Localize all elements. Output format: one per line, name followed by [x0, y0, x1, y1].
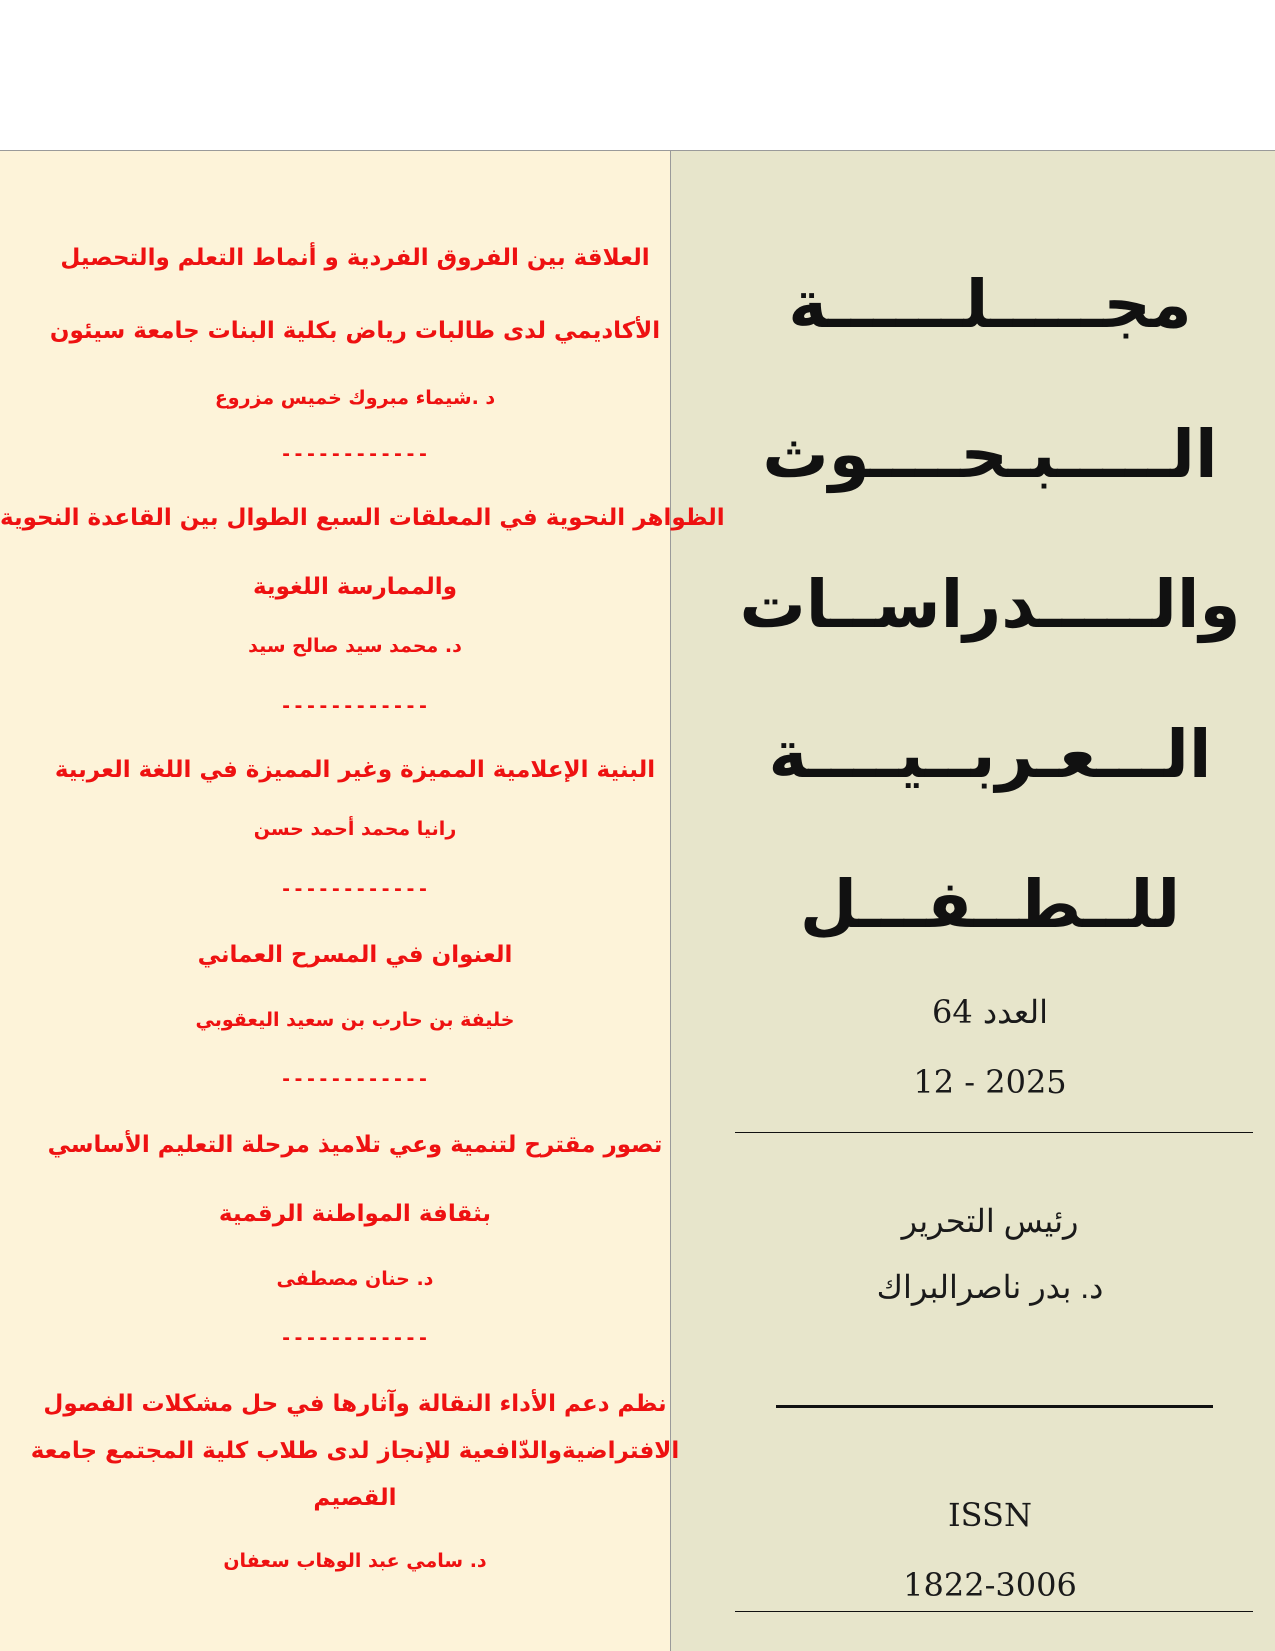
article-5-title-line-1: تصور مقترح لتنمية وعي تلاميذ مرحلة التعليم الأساسي [47, 1132, 663, 1158]
article-separator: ------------ [280, 1068, 430, 1090]
article-separator: ------------ [280, 443, 430, 465]
article-6-title-line-2: الافتراضيةوالدّافعية للإنجاز لدى طلاب كلية المجتمع جامعة [30, 1438, 680, 1464]
divider-rule [735, 1611, 1253, 1612]
journal-title-line-5: للــطــفـــل [799, 866, 1181, 943]
journal-title-line-2: الـــــبـحــــوث [762, 416, 1218, 493]
article-2-title-line-1: الظواهر النحوية في المعلقات السبع الطوال بين القاعدة النحوية [0, 505, 725, 531]
article-6-title-line-3: القصيم [313, 1485, 397, 1511]
issn-label: ISSN [948, 1496, 1032, 1534]
article-3-author: رانيا محمد أحمد حسن [253, 818, 457, 840]
article-1-author: د .شيماء مبروك خميس مزروع [214, 387, 496, 409]
article-2-author: د. محمد سيد صالح سيد [248, 635, 462, 657]
article-3-title-line-1: البنية الإعلامية المميزة وغير المميزة في اللغة العربية [54, 757, 656, 783]
article-5-author: د. حنان مصطفى [276, 1268, 434, 1290]
article-1-title-line-2: الأكاديمي لدى طالبات رياض بكلية البنات جامعة سيئون [49, 318, 661, 344]
journal-title-line-3: والـــــدراســات [739, 566, 1241, 643]
article-separator: ------------ [280, 1327, 430, 1349]
article-separator: ------------ [280, 695, 430, 717]
article-2-title-line-2: والممارسة اللغوية [252, 574, 457, 600]
journal-title-line-4: الـــعـربــيــــة [768, 716, 1212, 793]
divider-rule [776, 1405, 1213, 1408]
editor-in-chief-label: رئيس التحرير [901, 1203, 1079, 1239]
article-4-title-line-1: العنوان في المسرح العماني [197, 942, 513, 968]
issue-date: 12 - 2025 [913, 1063, 1067, 1101]
article-4-author: خليفة بن حارب بن سعيد اليعقوبي [195, 1009, 515, 1031]
editor-in-chief-name: د. بدر ناصرالبراك [876, 1269, 1104, 1305]
table-of-contents-panel [0, 151, 671, 1651]
divider-rule [735, 1132, 1253, 1133]
article-6-title-line-1: نظم دعم الأداء النقالة وآثارها في حل مشكلات الفصول [43, 1391, 667, 1417]
article-1-title-line-1: العلاقة بين الفروق الفردية و أنماط التعلم والتحصيل [60, 245, 650, 271]
journal-title-line-1: مجـــــلــــــة [788, 266, 1192, 343]
article-6-author: د. سامي عبد الوهاب سعفان [223, 1550, 487, 1572]
article-5-title-line-2: بثقافة المواطنة الرقمية [218, 1201, 492, 1227]
issn-number: 1822-3006 [903, 1566, 1077, 1604]
issue-number: العدد 64 [931, 993, 1048, 1031]
article-separator: ------------ [280, 878, 430, 900]
